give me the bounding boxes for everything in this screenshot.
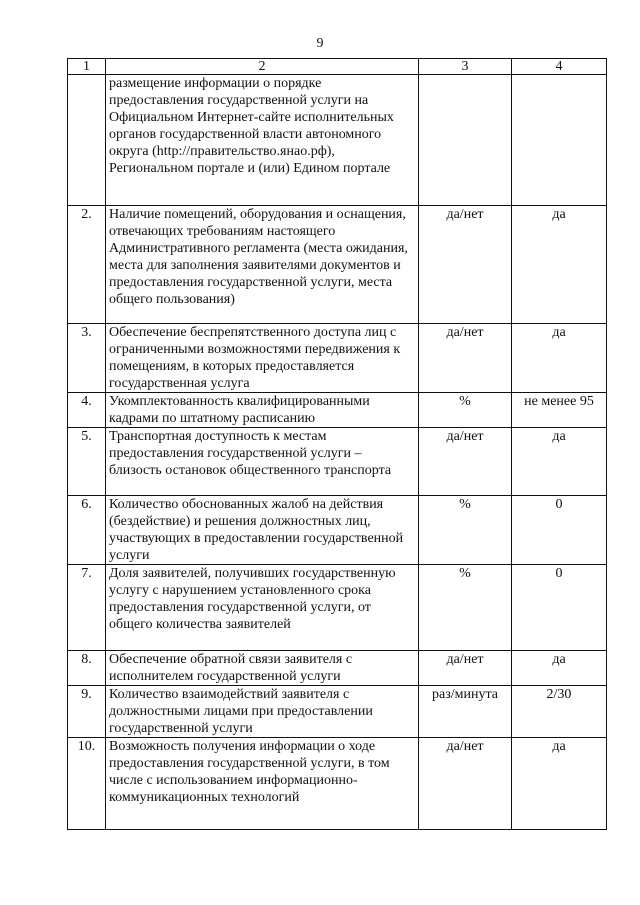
row-unit: % — [419, 496, 512, 565]
table-row — [68, 686, 607, 738]
row-description: Транспортная доступность к местам предоставления государственной услуги – близость остановок общественного транспорта — [106, 428, 419, 496]
row-unit: % — [419, 393, 512, 428]
row-value: да — [512, 651, 607, 686]
indicators-table — [67, 58, 607, 830]
row-number: 7. — [68, 565, 106, 651]
row-description: Возможность получения информации о ходе предоставления государственной услуги, в том числе с использованием информационно-коммуникационных технологий — [106, 738, 419, 830]
row-number — [68, 75, 106, 206]
page-number: 9 — [316, 36, 324, 51]
row-number: 6. — [68, 496, 106, 565]
row-description: Обеспечение беспрепятственного доступа лиц с ограниченными возможностями передвижения к помещениям, в которых предоставляется государственная услуга — [106, 324, 419, 393]
table-row — [68, 651, 607, 686]
row-number: 9. — [68, 686, 106, 738]
row-description: Доля заявителей, получивших государственную услугу с нарушением установленного срока предоставления государственной услуги, от общего количества заявителей — [106, 565, 419, 651]
row-description: Количество взаимодействий заявителя с должностными лицами при предоставлении государственной услуги — [106, 686, 419, 738]
table-row — [68, 428, 607, 496]
row-number: 5. — [68, 428, 106, 496]
header-cell-1: 1 — [68, 59, 106, 75]
row-unit: да/нет — [419, 324, 512, 393]
header-cell-3: 3 — [419, 59, 512, 75]
row-number: 2. — [68, 206, 106, 324]
row-value: да — [512, 324, 607, 393]
row-unit: раз/минута — [419, 686, 512, 738]
table-row — [68, 496, 607, 565]
table-row — [68, 324, 607, 393]
table-header-row — [68, 59, 607, 75]
row-number: 3. — [68, 324, 106, 393]
row-value: 0 — [512, 565, 607, 651]
row-value: да — [512, 206, 607, 324]
table-row — [68, 738, 607, 830]
row-unit: да/нет — [419, 738, 512, 830]
table-row — [68, 206, 607, 324]
row-description: Количество обоснованных жалоб на действия (бездействие) и решения должностных лиц, участвующих в предоставлении государственной услуги — [106, 496, 419, 565]
row-unit: да/нет — [419, 428, 512, 496]
row-value: да — [512, 738, 607, 830]
header-cell-2: 2 — [106, 59, 419, 75]
row-value: 2/30 — [512, 686, 607, 738]
header-cell-4: 4 — [512, 59, 607, 75]
table-row — [68, 393, 607, 428]
row-number: 10. — [68, 738, 106, 830]
row-number: 8. — [68, 651, 106, 686]
row-unit: да/нет — [419, 206, 512, 324]
row-value: не менее 95 — [512, 393, 607, 428]
table-row — [68, 565, 607, 651]
row-description: Наличие помещений, оборудования и оснащения, отвечающих требованиям настоящего Административного регламента (места ожидания, места для заполнения заявителями документов и предоставления государственной услуги, места общего пользования) — [106, 206, 419, 324]
row-value: да — [512, 428, 607, 496]
row-description: Укомплектованность квалифицированными кадрами по штатному расписанию — [106, 393, 419, 428]
row-description: размещение информации о порядке предоставления государственной услуги на Официальном Интернет-сайте исполнительных органов государственной власти автономного округа (http://правительство.янао.рф), Региональном портале и (или) Едином портале — [106, 75, 419, 206]
row-unit: да/нет — [419, 651, 512, 686]
row-unit — [419, 75, 512, 206]
row-unit: % — [419, 565, 512, 651]
table-row — [68, 75, 607, 206]
row-value: 0 — [512, 496, 607, 565]
row-number: 4. — [68, 393, 106, 428]
row-value — [512, 75, 607, 206]
row-description: Обеспечение обратной связи заявителя с исполнителем государственной услуги — [106, 651, 419, 686]
